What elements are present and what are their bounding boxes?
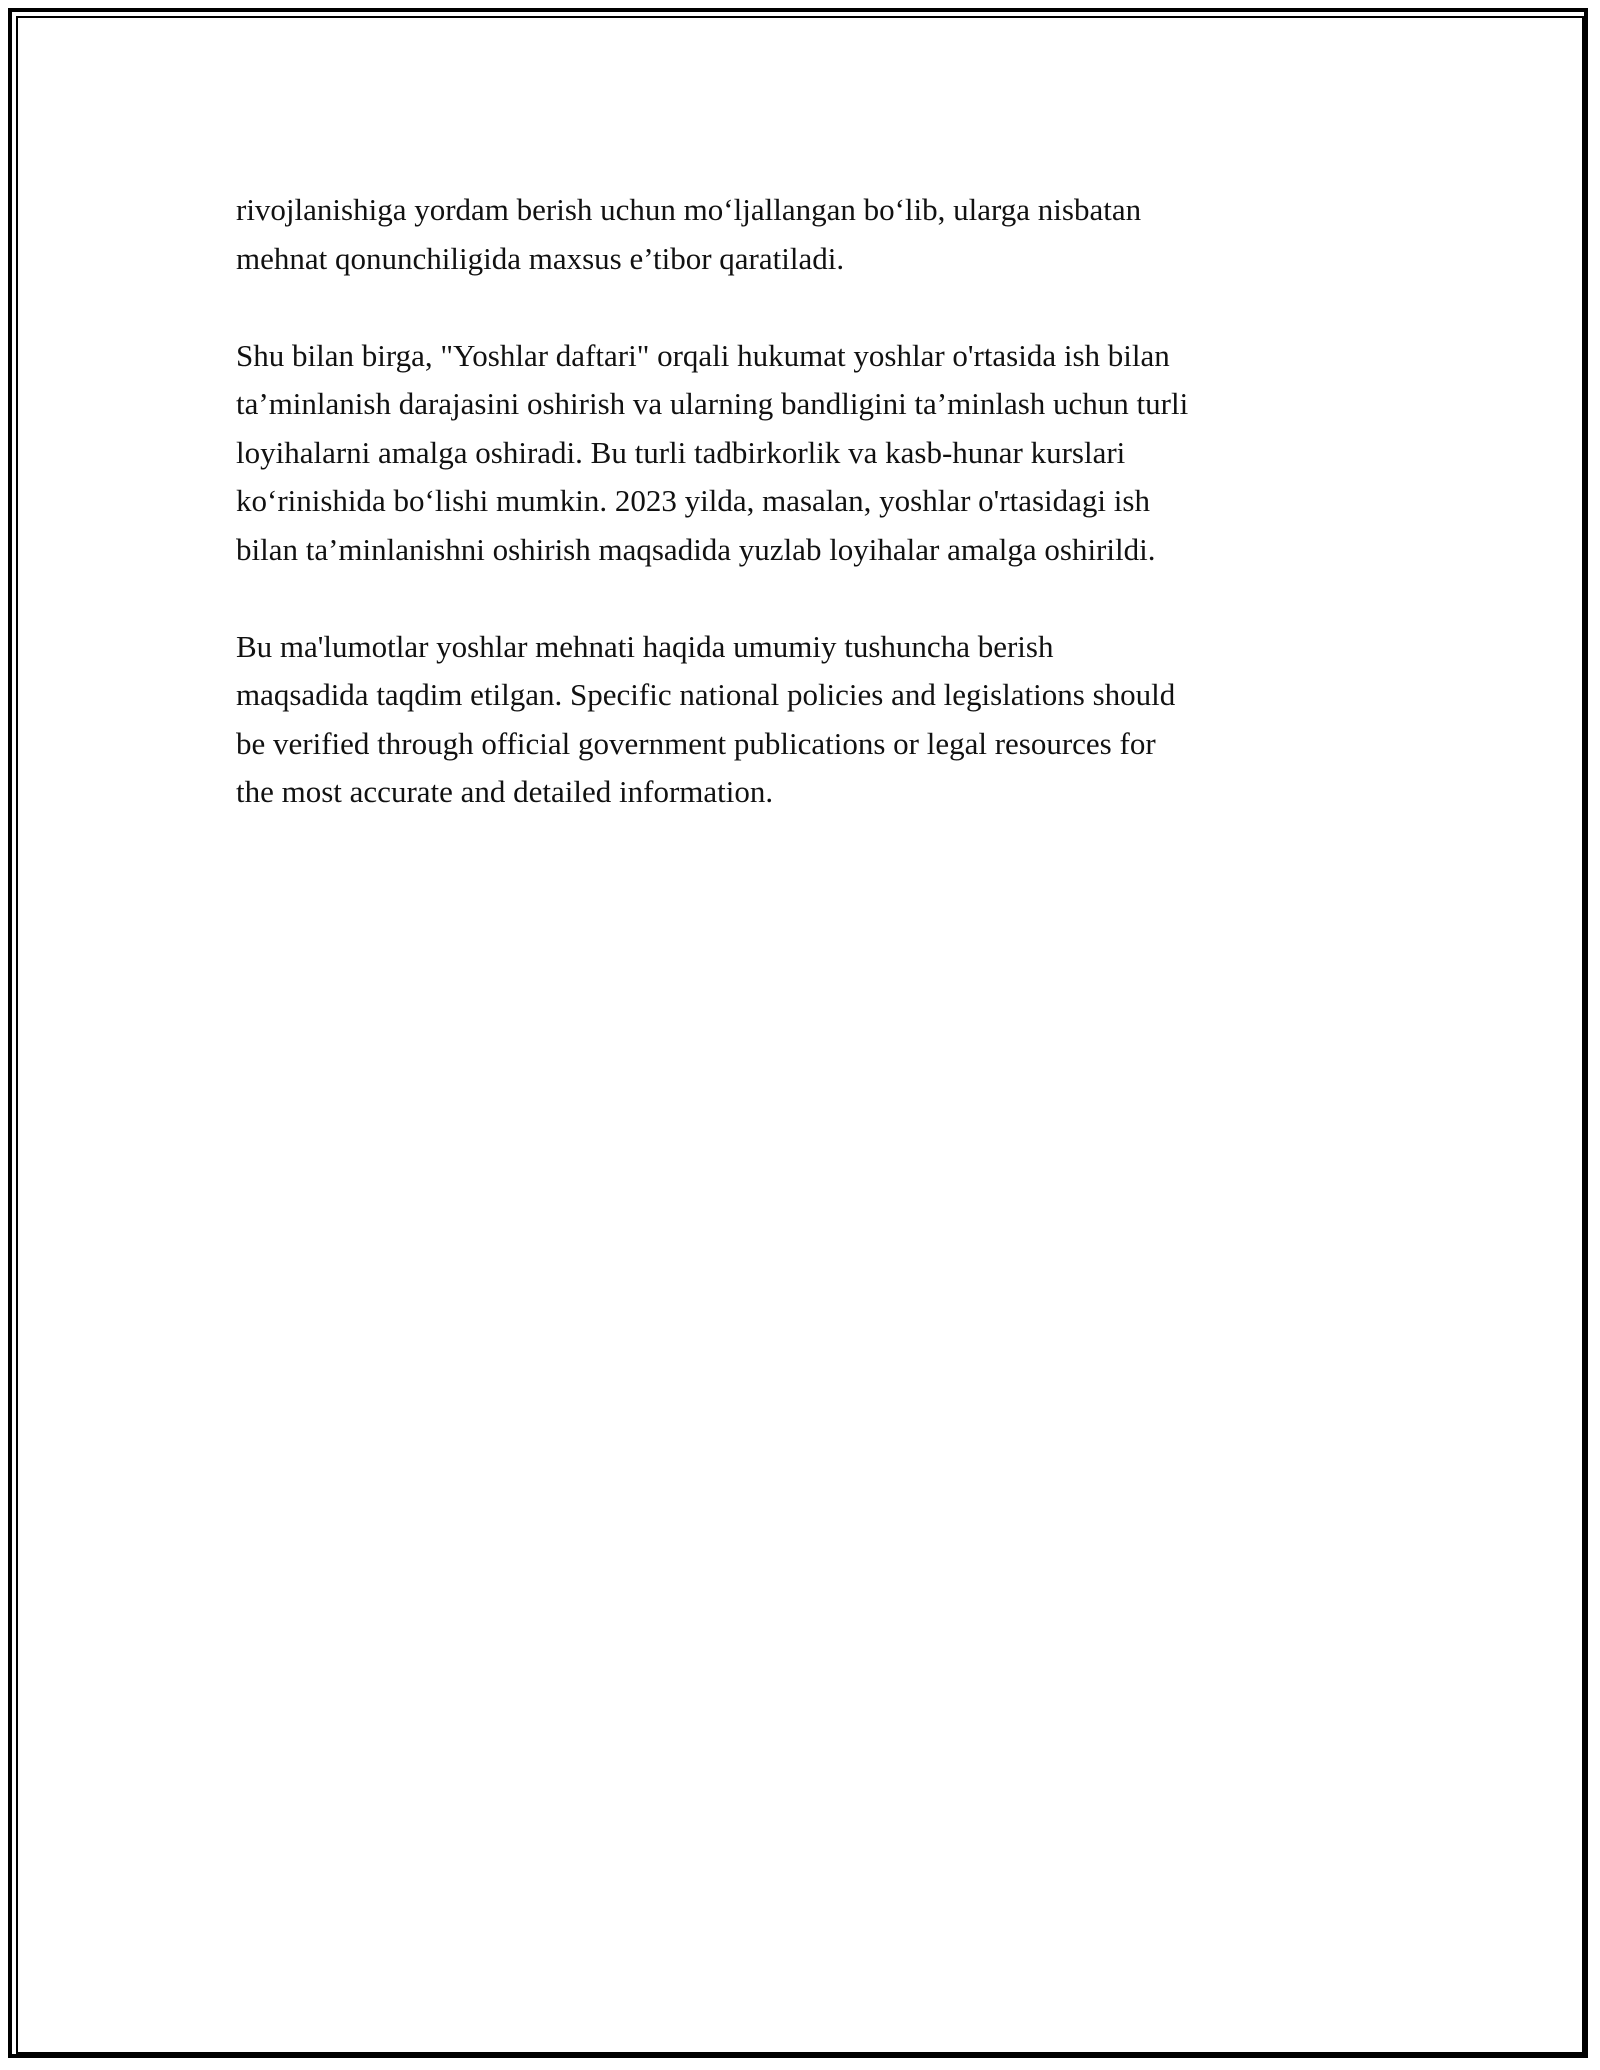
text-line: ko‘rinishida bo‘lishi mumkin. 2023 yilda, masalan, yoshlar o'rtasidagi ish xyxy=(236,483,1150,518)
text-line: maqsadida taqdim etilgan. Specific national policies and legislations should xyxy=(236,677,1176,712)
text-line: bilan ta’minlanishni oshirish maqsadida yuzlab loyihalar amalga oshirildi. xyxy=(236,531,1156,567)
document-body xyxy=(236,186,1366,865)
text-line: ta’minlanish darajasini oshirish va ularning bandligini ta’minlash uchun turli xyxy=(236,386,1189,421)
text-line: mehnat qonunchiligida maxsus e’tibor qaratiladi. xyxy=(236,240,845,276)
text-line: rivojlanishiga yordam berish uchun mo‘ljallangan bo‘lib, ularga nisbatan xyxy=(236,192,1142,227)
text-line: the most accurate and detailed information. xyxy=(236,774,774,809)
text-line: loyihalarni amalga oshiradi. Bu turli tadbirkorlik va kasb-hunar kurslari xyxy=(236,434,1126,470)
paragraph-1 xyxy=(236,186,1366,283)
text-line: Shu bilan birga, "Yoshlar daftari" orqali hukumat yoshlar o'rtasida ish bilan xyxy=(236,337,1170,373)
text-line: be verified through official government publications or legal resources for xyxy=(236,725,1156,761)
text-line: Bu ma'lumotlar yoshlar mehnati haqida umumiy tushuncha berish xyxy=(236,628,1054,664)
paragraph-3 xyxy=(236,623,1366,817)
paragraph-2 xyxy=(236,332,1366,575)
